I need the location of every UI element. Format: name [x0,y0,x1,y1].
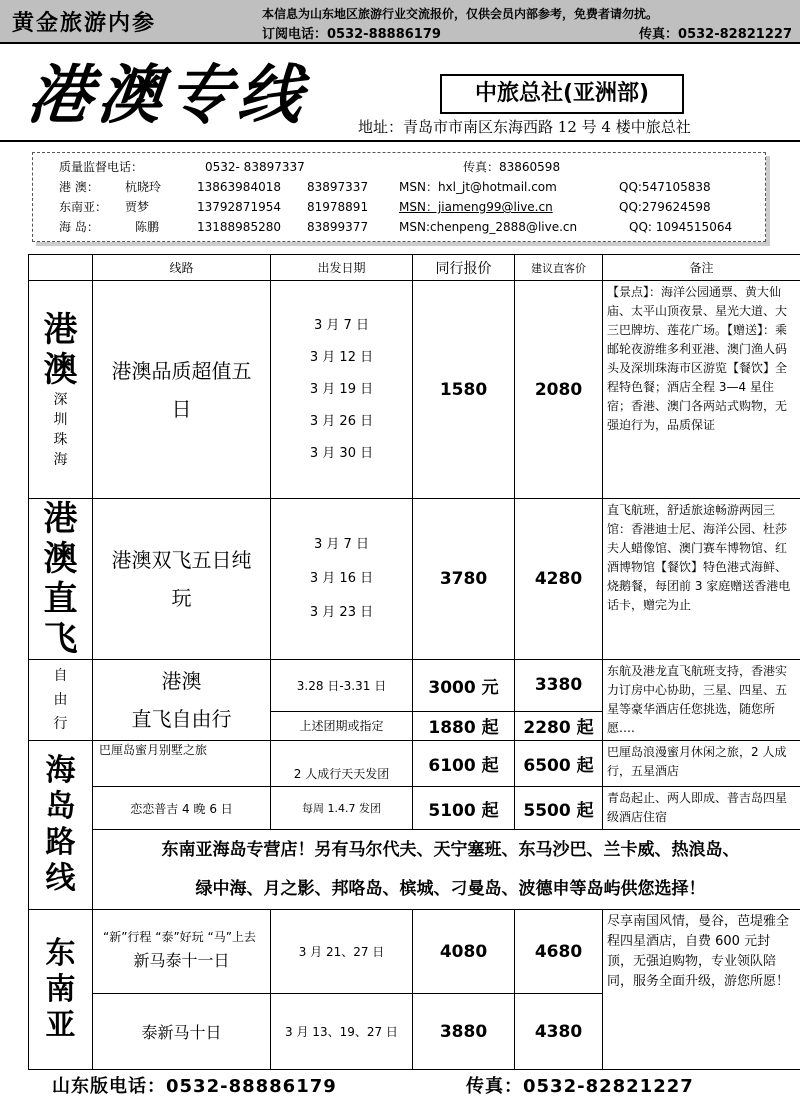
contact-region: 东南亚： [59,200,108,214]
island-promo-line: 绿中海、月之影、邦咯岛、槟城、刁曼岛、波德申等岛屿供您选择！ [93,870,800,910]
contact-msn[interactable]: MSN:chenpeng_2888@live.cn [399,220,578,234]
contact-name: 贾梦 [125,200,150,214]
supervision-label: 质量监督电话： [59,160,144,174]
contact-name: 杭晓玲 [125,180,162,194]
departure-dates: 3 月 7 日 3 月 12 日 3 月 19 日 3 月 26 日 3 月 30 日 [271,281,413,499]
agency-address: 地址：青岛市市南区东海西路 12 号 4 楼中旅总社 [358,118,691,136]
contact-name: 陈鹏 [135,220,160,234]
peer-price: 5100 起 [413,787,515,830]
peer-price: 6100 起 [413,741,515,787]
contact-row [33,217,765,237]
route-name [93,910,271,994]
peer-price: 4080 [413,910,515,994]
supervision-row [33,157,765,177]
peer-price: 1880 起 [413,711,515,740]
footer-fax: 传真：0532-82821227 [466,1076,694,1097]
route-title: 新马泰十一日 [133,950,230,970]
region-hk-macau: 港澳 深圳珠海 [29,281,93,499]
contact-tel: 81978891 [307,200,369,214]
table-row [29,660,800,712]
route-note: 直飞航班，舒适旅途畅游两园三馆：香港迪士尼、海洋公园、杜莎夫人蜡像馆、澳门赛车博物馆、红酒博物馆【餐饮】特色港式海鲜、烧鹅餐，每团前 3 家庭赠送香港电话卡，赠完为止 [603,499,800,660]
route-name: 恋恋普吉 4 晚 6 日 [93,787,271,830]
retail-price: 2280 起 [515,711,603,740]
subscribe-phone: 订阅电话：0532-88886179 [262,27,441,42]
table-row [29,787,800,830]
table-row [29,870,800,910]
contact-msn[interactable]: MSN：hxl_jt@hotmail.com [399,180,557,194]
brand-title: 黄金旅游内参 [12,11,157,36]
region-free-travel: 自由行 [29,660,93,741]
page-title: 港澳专线 [24,58,312,133]
route-note: 青岛起止、两人即成、普吉岛四星级酒店住宿 [603,787,800,830]
contact-qq: QQ:547105838 [619,180,711,194]
route-tagline: “新”行程 “泰”好玩 “马”上去 [103,929,256,944]
agency-box: 中旅总社(亚洲部) [440,74,684,114]
header-note: 备注 [603,255,800,281]
contact-row [33,197,765,217]
member-notice: 本信息为山东地区旅游行业交流报价，仅供会员内部参考，免费者请勿扰。 [262,7,659,21]
region-southeast-asia: 东南亚 [29,910,93,1070]
retail-price: 4380 [515,994,603,1070]
top-banner [0,0,800,44]
contact-tel: 83899377 [307,220,369,234]
route-note: 巴厘岛浪漫蜜月休闲之旅，2 人成行，五星酒店 [603,741,800,787]
retail-price: 2080 [515,281,603,499]
retail-price: 3380 [515,660,603,712]
departure-date: 2 人成行天天发团 [271,741,413,787]
header-fax: 传真：0532-82821227 [639,27,792,42]
contact-mobile: 13792871954 [197,200,281,214]
retail-price: 4280 [515,499,603,660]
retail-price: 5500 起 [515,787,603,830]
header-retail-price: 建议直客价 [515,255,603,281]
price-table [28,254,800,1070]
contact-fax: 传真：83860598 [463,160,561,174]
departure-date: 每周 1.4.7 发团 [271,787,413,830]
route-name: 港澳双飞五日纯玩 [93,499,271,660]
route-name: 泰新马十日 [93,994,271,1070]
peer-price: 3780 [413,499,515,660]
retail-price: 4680 [515,910,603,994]
departure-date: 3.28 日-3.31 日 [271,660,413,712]
table-row [29,281,800,499]
route-note: 尽享南国风情，曼谷，芭堤雅全程四星酒店，自费 600 元封顶，无强迫购物，专业领队陪同，服务全面升级，游您所愿！ [603,910,800,1070]
footer-phone: 山东版电话：0532-88886179 [52,1076,337,1097]
route-name: 巴厘岛蜜月别墅之旅 [93,741,271,787]
departure-date: 3 月 21、27 日 [271,910,413,994]
contact-box [32,152,766,242]
route-note: 【景点】：海洋公园通票、黄大仙庙、太平山顶夜景、星光大道、大三巴牌坊、莲花广场。【赠送】：乘邮轮夜游维多利亚港、澳门渔人码头及深圳珠海市区游览【餐饮】全程特色餐；酒店全程 3—4 星住宿；香港、澳门各两站式购物，无强迫行为，品质保证 [603,281,800,499]
table-row [29,499,800,660]
divider [0,140,800,142]
contact-region: 港 澳： [59,180,99,194]
supervision-phone: 0532- 83897337 [205,160,305,174]
departure-dates: 3 月 7 日 3 月 16 日 3 月 23 日 [271,499,413,660]
header-region [29,255,93,281]
table-header-row [29,255,800,281]
contact-qq: QQ:279624598 [619,200,711,214]
table-row [29,830,800,870]
route-name: 港澳 直飞自由行 [93,660,271,741]
peer-price: 1580 [413,281,515,499]
contact-region: 海 岛： [59,220,99,234]
contact-tel: 83897337 [307,180,369,194]
region-hk-direct: 港澳直飞 [29,499,93,660]
contact-qq: QQ: 1094515064 [629,220,733,234]
contact-mobile: 13863984018 [197,180,281,194]
contact-row [33,177,765,197]
departure-date: 3 月 13、19、27 日 [271,994,413,1070]
route-name: 港澳品质超值五日 [93,281,271,499]
footer [52,1072,694,1098]
contact-msn[interactable]: MSN：jiameng99@live.cn [399,200,553,214]
header-peer-price: 同行报价 [413,255,515,281]
region-islands: 海岛路线 [29,741,93,910]
island-promo-line: 东南亚海岛专营店！另有马尔代夫、天宁塞班、东马沙巴、兰卡威、热浪岛、 [93,830,800,870]
contact-mobile: 13188985280 [197,220,281,234]
table-row [29,741,800,787]
peer-price: 3880 [413,994,515,1070]
table-row [29,910,800,994]
route-note: 东航及港龙直飞航班支持，香港实力订房中心协助，三星、四星、五星等豪华酒店任您挑选，随您所愿…. [603,660,800,741]
peer-price: 3000 元 [413,660,515,712]
retail-price: 6500 起 [515,741,603,787]
header-route: 线路 [93,255,271,281]
departure-date: 上述团期或指定 [271,711,413,740]
header-date: 出发日期 [271,255,413,281]
